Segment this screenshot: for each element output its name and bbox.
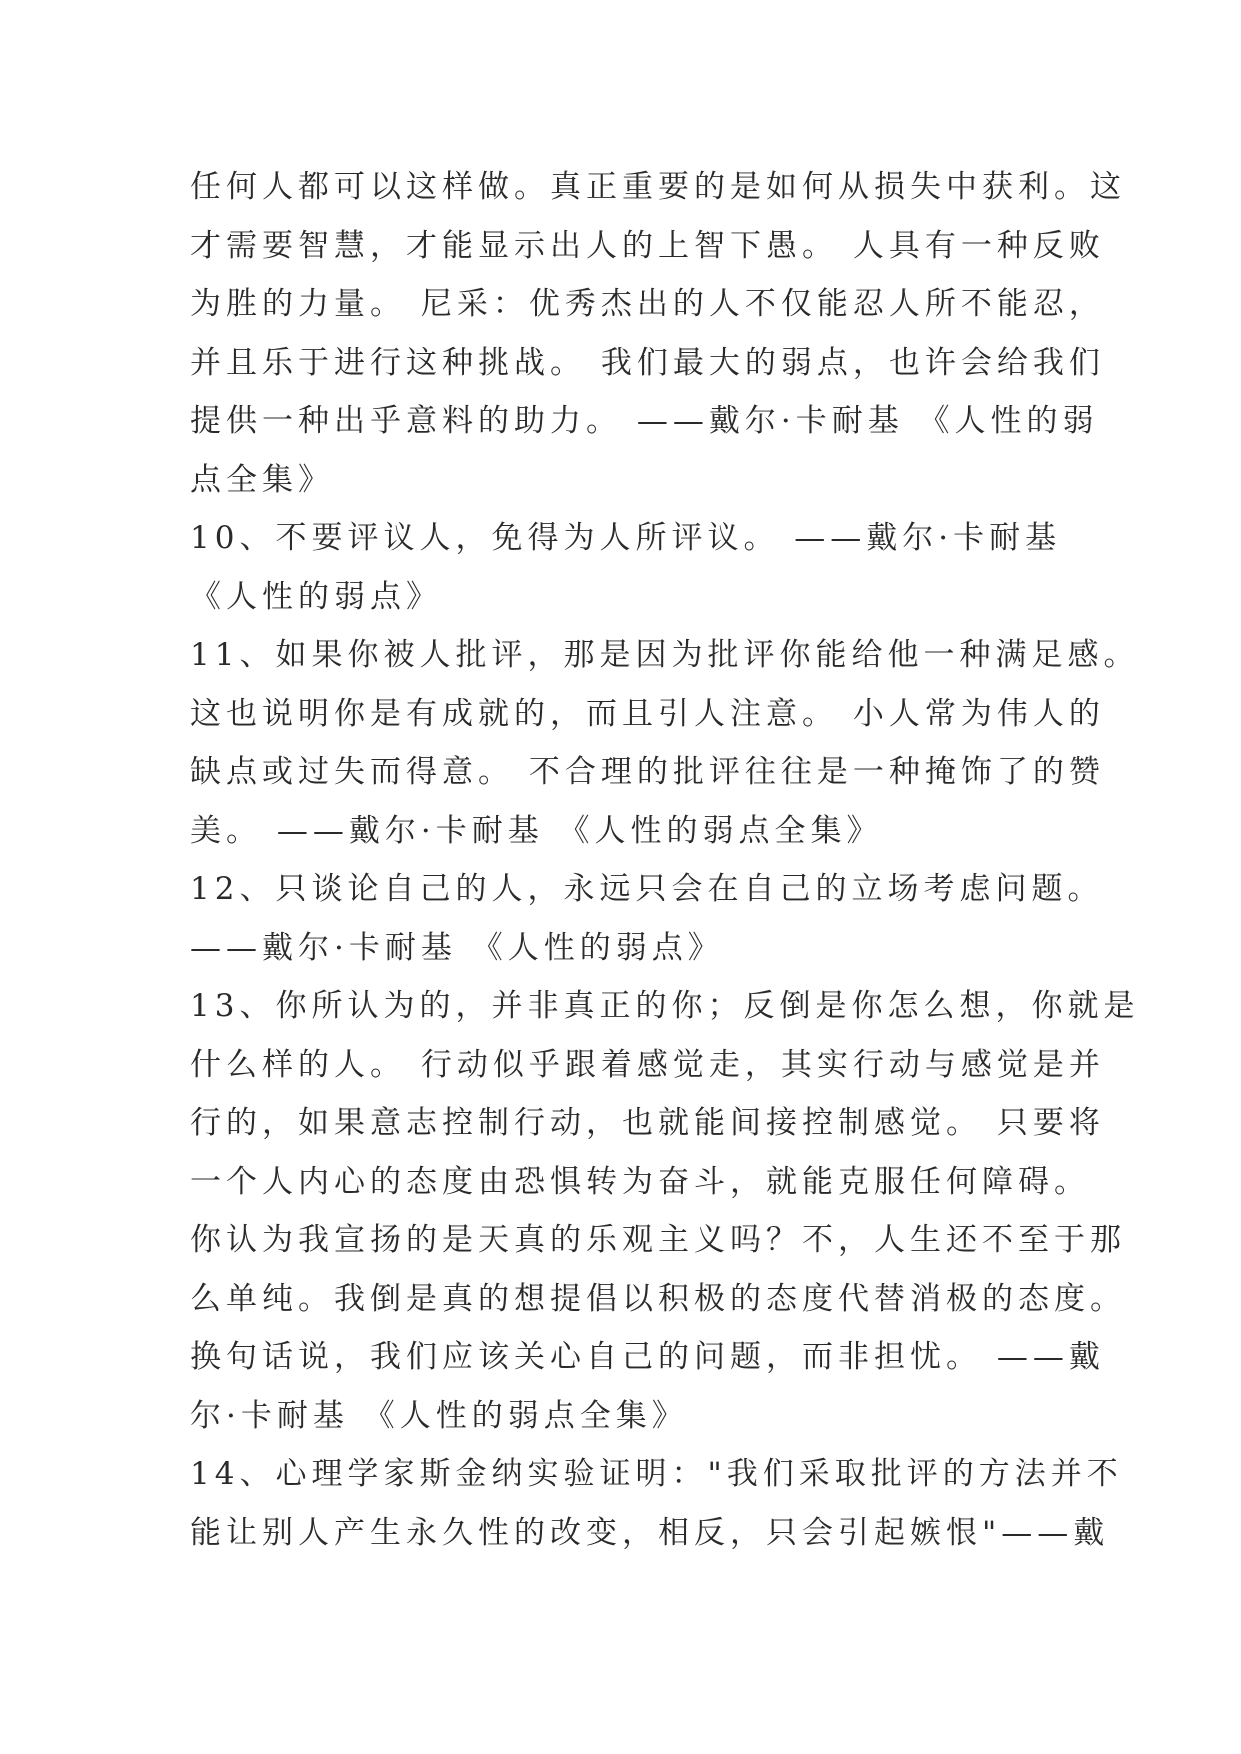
text-line: 你认为我宣扬的是天真的乐观主义吗？不，人生还不至于那 [190, 1222, 1126, 1258]
text-line: 换句话说，我们应该关心自己的问题，而非担忧。 ——戴 [190, 1339, 1105, 1375]
body-text [190, 158, 1140, 1562]
text-line: 么单纯。我倒是真的想提倡以积极的态度代替消极的态度。 [190, 1280, 1126, 1317]
text-line: 什么样的人。 行动似乎跟着感觉走，其实行动与感觉是并 [190, 1046, 1105, 1083]
text-line: 点全集》 [190, 461, 334, 498]
text-line: 《人性的弱点》 [190, 578, 442, 615]
text-line: 任何人都可以这样做。真正重要的是如何从损失中获利。这 [190, 169, 1126, 205]
text-line: 13、你所认为的，并非真正的你；反倒是你怎么想，你就是 [190, 988, 1140, 1024]
text-line: 一个人内心的态度由恐惧转为奋斗，就能克服任何障碍。 [190, 1163, 1090, 1200]
text-line: 为胜的力量。 尼采：优秀杰出的人不仅能忍人所不能忍， [190, 286, 1105, 322]
text-line: 12、只谈论自己的人，永远只会在自己的立场考虑问题。 [190, 871, 1104, 907]
text-line: 能让别人产生永久性的改变，相反，只会引起嫉恨"——戴 [190, 1514, 1110, 1551]
text-line: 美。 ——戴尔·卡耐基 《人性的弱点全集》 [190, 812, 883, 849]
text-line: 提供一种出乎意料的助力。 ——戴尔·卡耐基 《人性的弱 [190, 403, 1099, 439]
text-line: 行的，如果意志控制行动，也就能间接控制感觉。 只要将 [190, 1105, 1105, 1141]
text-line: 并且乐于进行这种挑战。 我们最大的弱点，也许会给我们 [190, 344, 1105, 381]
text-line: ——戴尔·卡耐基 《人性的弱点》 [190, 929, 724, 966]
text-line: 14、心理学家斯金纳实验证明："我们采取批评的方法并不 [190, 1456, 1123, 1492]
text-line: 11、如果你被人批评，那是因为批评你能给他一种满足感。 [190, 637, 1140, 673]
text-line: 这也说明你是有成就的，而且引人注意。 小人常为伟人的 [190, 695, 1105, 732]
text-line: 尔·卡耐基 《人性的弱点全集》 [190, 1397, 688, 1434]
text-line: 才需要智慧，才能显示出人的上智下愚。 人具有一种反败 [190, 227, 1105, 264]
text-line: 缺点或过失而得意。 不合理的批评往往是一种掩饰了的赞 [190, 754, 1105, 790]
text-line: 10、不要评议人，免得为人所评议。 ——戴尔·卡耐基 [190, 520, 1062, 556]
